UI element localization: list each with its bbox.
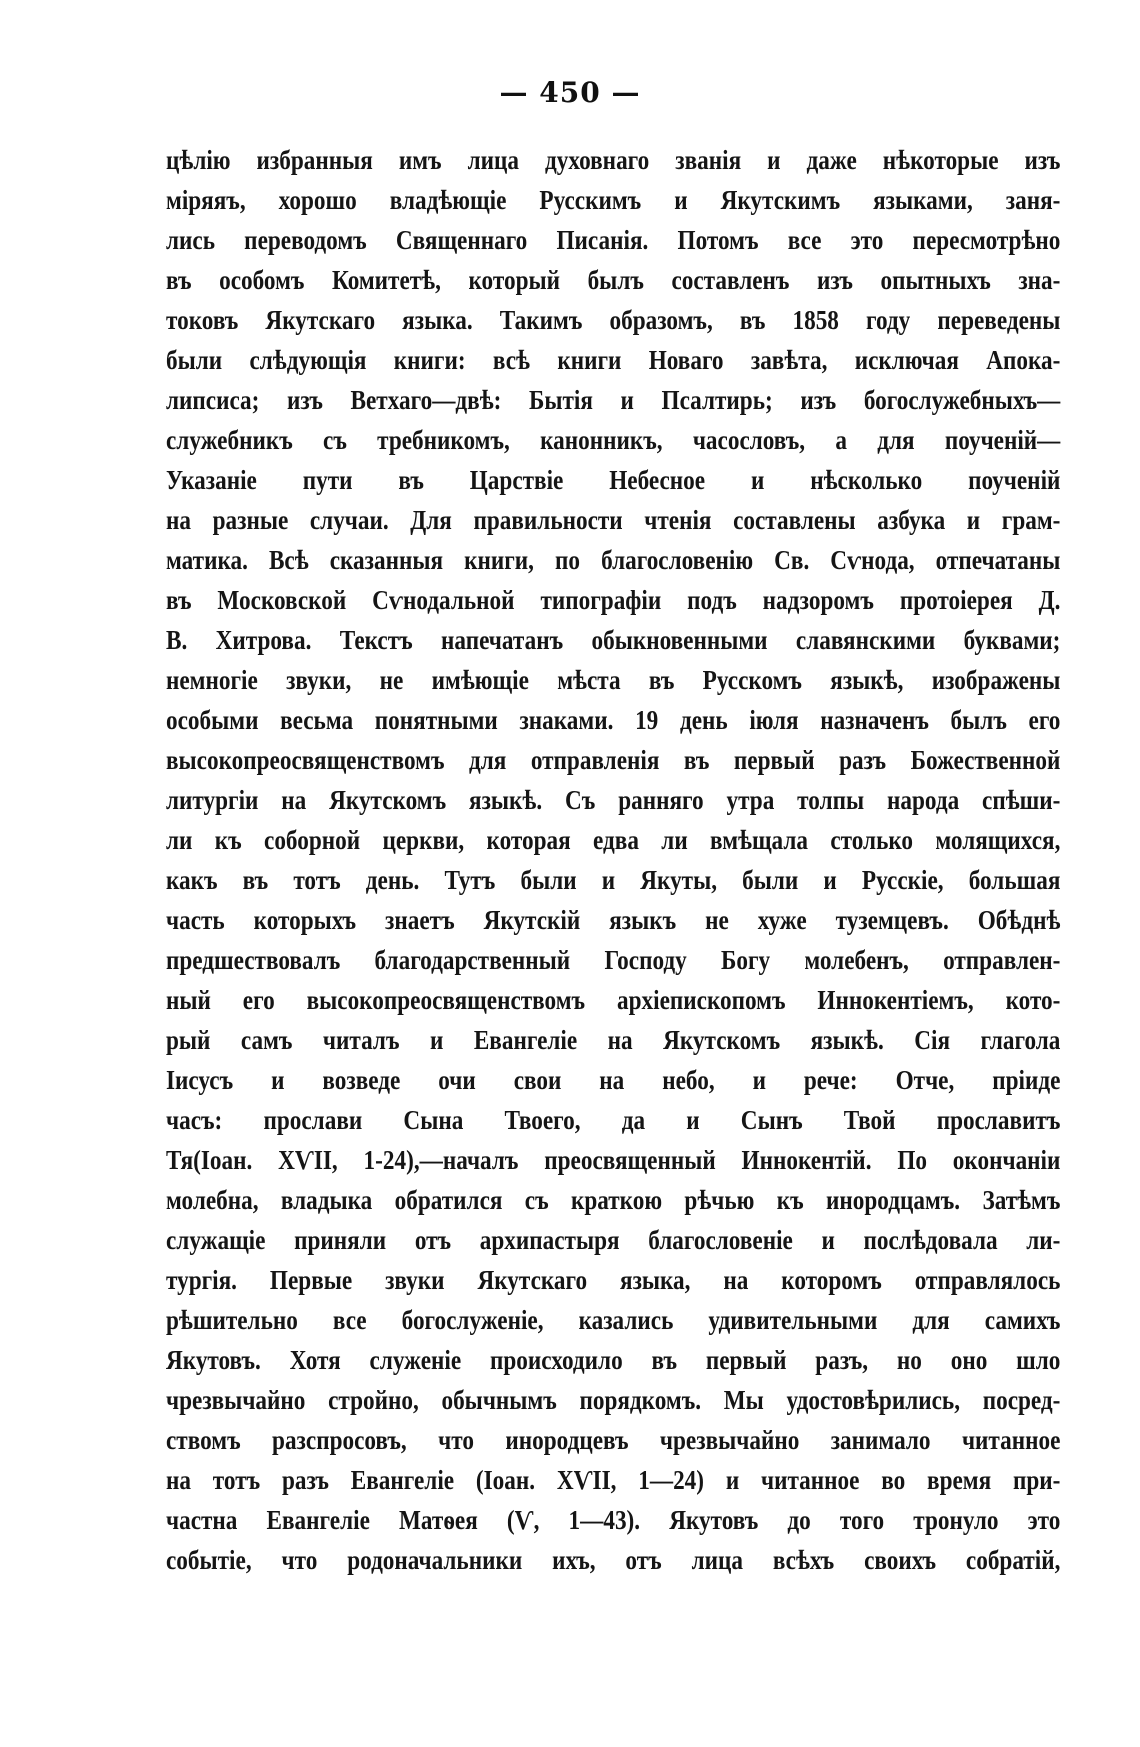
text-line: цѣлію избранныя имъ лица духовнаго званія и даже нѣкоторые изъ [166,145,1061,175]
text-line: міряяъ, хорошо владѣющіе Русскимъ и Якутскимъ языками, заня- [166,185,1061,215]
text-line: ли къ соборной церкви, которая едва ли вмѣщала столько молящихся, [166,825,1061,855]
text-line: рый самъ читалъ и Евангеліе на Якутскомъ языкѣ. Сія глагола [166,1025,1061,1055]
text-line: служащіе приняли отъ архипастыря благословеніе и послѣдовала ли- [166,1225,1061,1255]
text-line: частна Евангеліе Матѳея (Ѵ, 1—43). Якутовъ до того тронуло это [166,1505,1061,1535]
text-line: въ особомъ Комитетѣ, который былъ составленъ изъ опытныхъ зна- [166,265,1061,295]
text-line: лись переводомъ Священнаго Писанія. Потомъ все это пересмотрѣно [166,225,1061,255]
text-line: событіе, что родоначальники ихъ, отъ лица всѣхъ своихъ собратій, [166,1545,1061,1575]
text-line: чрезвычайно стройно, обычнымъ порядкомъ. Мы удостовѣрились, посред- [166,1385,1061,1415]
text-line: литургіи на Якутскомъ языкѣ. Съ ранняго утра толпы народа спѣши- [166,785,1061,815]
text-line: липсиса; изъ Ветхаго—двѣ: Бытія и Псалтирь; изъ богослужебныхъ— [166,385,1061,415]
text-line: матика. Всѣ сказанныя книги, по благословенію Св. Сѵнода, отпечатаны [166,545,1061,575]
text-line: Указаніе пути въ Царствіе Небесное и нѣсколько поученій [166,465,1061,495]
text-line: Якутовъ. Хотя служеніе происходило въ первый разъ, но оно шло [166,1345,1061,1375]
text-line: Тя(Іоан. XѴII, 1-24),—началъ преосвященный Иннокентій. По окончаніи [166,1145,1061,1175]
text-line: служебникъ съ требникомъ, канонникъ, часословъ, а для поученій— [166,425,1061,455]
text-line: на разные случаи. Для правильности чтенія составлены азбука и грам- [166,505,1061,535]
text-line: предшествовалъ благодарственный Господу Богу молебенъ, отправлен- [166,945,1061,975]
page-number: — 450 — [499,76,641,109]
text-line: немногіе звуки, не имѣющіе мѣста въ Русскомъ языкѣ, изображены [166,665,1061,695]
text-line: были слѣдующія книги: всѣ книги Новаго завѣта, исключая Апока- [166,345,1061,375]
text-line: какъ въ тотъ день. Тутъ были и Якуты, были и Русскіе, большая [166,865,1061,895]
text-line: часть которыхъ знаетъ Якутскій языкъ не хуже туземцевъ. Обѣднѣ [166,905,1061,935]
text-line: рѣшительно все богослуженіе, казались удивительными для самихъ [166,1305,1061,1335]
text-line: Іисусъ и возведе очи свои на небо, и рече: Отче, пріиде [166,1065,1061,1095]
text-line: въ Московской Сѵнодальной типографіи подъ надзоромъ протоіерея Д. [166,585,1061,615]
text-line: на тотъ разъ Евангеліе (Іоан. XѴII, 1—24) и читанное во время при- [166,1465,1061,1495]
text-line: особыми весьма понятными знаками. 19 день іюля назначенъ былъ его [166,705,1061,735]
text-line: ствомъ разспросовъ, что инородцевъ чрезвычайно занимало читанное [166,1425,1061,1455]
text-line: молебна, владыка обратился съ краткою рѣчью къ инородцамъ. Затѣмъ [166,1185,1061,1215]
text-line: В. Хитрова. Текстъ напечатанъ обыкновенными славянскими буквами; [166,625,1061,655]
text-line: ный его высокопреосвященствомъ архіепископомъ Иннокентіемъ, кото- [166,985,1061,1015]
text-line: часъ: прослави Сына Твоего, да и Сынъ Твой прославитъ [166,1105,1061,1135]
body-text [166,140,1060,1580]
text-line: высокопреосвященствомъ для отправленія въ первый разъ Божественной [166,745,1061,775]
text-line: тургія. Первые звуки Якутскаго языка, на которомъ отправлялось [166,1265,1061,1295]
text-line: токовъ Якутскаго языка. Такимъ образомъ, въ 1858 году переведены [166,305,1061,335]
